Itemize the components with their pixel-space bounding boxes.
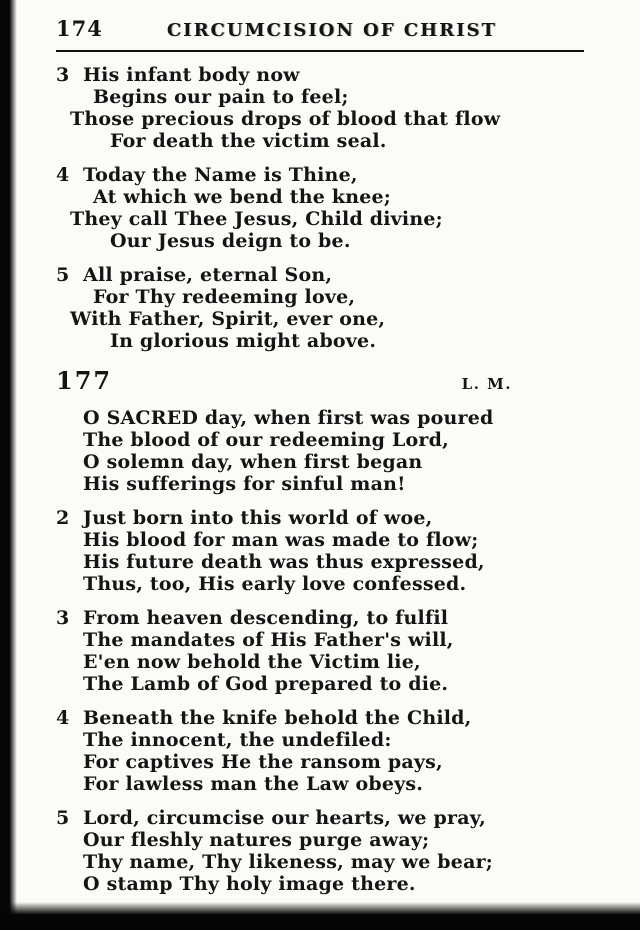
verse-number: 3 (56, 607, 70, 629)
verse-line: O stamp Thy holy image there. (83, 873, 416, 895)
hymn-number: 177 (56, 366, 113, 395)
verse (56, 164, 584, 252)
verse-number: 2 (56, 507, 70, 529)
verse-line: From heaven descending, to fulfil (83, 607, 449, 629)
verse-line: His sufferings for sinful man! (83, 473, 406, 495)
verse-line: Those precious drops of blood that flow (70, 108, 501, 130)
verse-line: Our fleshly natures purge away; (83, 829, 430, 851)
verse-number: 5 (56, 264, 70, 286)
verse (56, 807, 584, 895)
verse-line: In glorious might above. (110, 330, 377, 352)
verse-line: With Father, Spirit, ever one, (70, 308, 386, 330)
page-title: CIRCUMCISION OF CHRIST (166, 20, 497, 41)
verse-line: They call Thee Jesus, Child divine; (70, 208, 443, 230)
verse-line: O SACRED day, when first was poured (83, 407, 494, 429)
verse (56, 507, 584, 595)
verse-number: 4 (56, 707, 70, 729)
verse-line: At which we bend the knee; (93, 186, 391, 208)
verse-line: For lawless man the Law obeys. (83, 773, 424, 795)
page-content (56, 16, 584, 895)
verse-line: Thy name, Thy likeness, may we bear; (83, 851, 494, 873)
verse-number: 4 (56, 164, 70, 186)
verse-line: Our Jesus deign to be. (110, 230, 351, 252)
verse-line: Today the Name is Thine, (83, 164, 358, 186)
verse-line: Lord, circumcise our hearts, we pray, (83, 807, 486, 829)
scan-edge-bottom (0, 902, 640, 930)
verse-line: His infant body now (83, 64, 300, 86)
verse-line: The Lamb of God prepared to die. (83, 673, 449, 695)
verse (56, 707, 584, 795)
page-number: 174 (56, 16, 103, 41)
verse-line: His blood for man was made to flow; (83, 529, 479, 551)
verse-line: The mandates of His Father's will, (83, 629, 454, 651)
verse (56, 407, 584, 495)
verse-line: His future death was thus expressed, (83, 551, 485, 573)
verse-line: For death the victim seal. (110, 130, 387, 152)
verse-line: For Thy redeeming love, (93, 286, 356, 308)
verse-line: E'en now behold the Victim lie, (83, 651, 421, 673)
verse-number: 3 (56, 64, 70, 86)
verse-line: All praise, eternal Son, (83, 264, 333, 286)
verse-line: Just born into this world of woe, (83, 507, 433, 529)
hymn-list (56, 64, 584, 895)
hymn-heading (56, 366, 584, 395)
verse-line: The innocent, the undefiled: (83, 729, 392, 751)
verse (56, 264, 584, 352)
verse-line: O solemn day, when first began (83, 451, 423, 473)
verse-line: Thus, too, His early love confessed. (83, 573, 467, 595)
hymn-meter: L. M. (461, 375, 512, 393)
page-header (56, 16, 584, 52)
verse (56, 607, 584, 695)
verse (56, 64, 584, 152)
verse-line: The blood of our redeeming Lord, (83, 429, 449, 451)
verse-number: 5 (56, 807, 70, 829)
scan-edge-left (0, 0, 17, 915)
verse-line: Beneath the knife behold the Child, (83, 707, 472, 729)
verse-line: For captives He the ransom pays, (83, 751, 443, 773)
verse-line: Begins our pain to feel; (93, 86, 349, 108)
